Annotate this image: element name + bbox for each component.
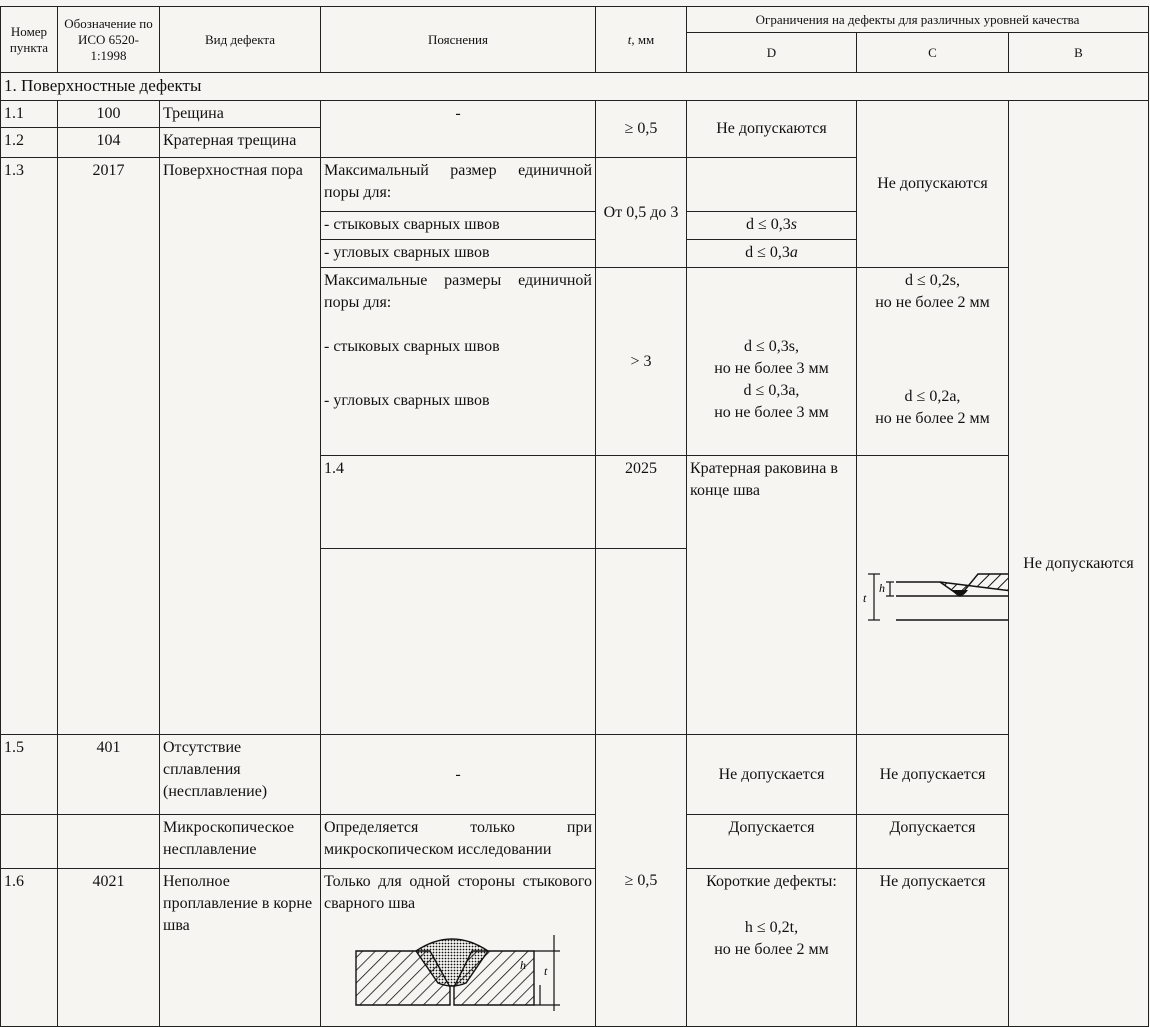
- row-num: 1.6: [1, 869, 58, 1027]
- row-notes: [321, 268, 596, 456]
- d-butt-1: d ≤ 0,3s,: [743, 338, 799, 355]
- header-t-unit: , мм: [631, 31, 655, 47]
- row-type: Отсутствие сплавления (несплавление): [160, 735, 321, 815]
- row-iso: 2017: [58, 158, 160, 735]
- row-notes-dash: -: [321, 735, 596, 815]
- row-iso: 2025: [596, 456, 687, 549]
- notes-fillet: - угловых сварных швов: [324, 392, 490, 409]
- table-row: [1, 869, 1149, 1027]
- row-iso: 104: [58, 128, 160, 158]
- defects-table: [0, 6, 1149, 1027]
- row-iso-empty: [596, 549, 687, 735]
- row-num: 1.3: [1, 158, 58, 735]
- row-level-c: Не допускается: [857, 735, 1009, 815]
- row-level-c: Допускается: [857, 815, 1009, 869]
- row-num-empty: [321, 549, 596, 735]
- row-t: От 0,5 до 3: [596, 158, 687, 268]
- row-notes-dash: -: [321, 101, 596, 158]
- row-t: ≥ 0,5: [596, 101, 687, 158]
- header-t: [596, 7, 687, 73]
- row-num: 1.2: [1, 128, 58, 158]
- section-row: [1, 73, 1149, 101]
- d-var: s: [790, 216, 797, 233]
- notes-text: Только для одной стороны стыкового сварного шва: [324, 873, 592, 912]
- d-fillet-2: но не более 3 мм: [714, 404, 829, 421]
- row-type: Трещина: [160, 101, 321, 128]
- d-line-2: h ≤ 0,2t,: [744, 919, 799, 936]
- row-t: ≥ 0,5: [596, 735, 687, 1027]
- row-level-c: Не допускается: [857, 869, 1009, 1027]
- notes-butt: - стыковых сварных швов: [324, 338, 500, 355]
- d-var: a: [789, 244, 798, 261]
- header-row: [1, 7, 1149, 33]
- section-title: 1. Поверхностные дефекты: [1, 73, 1149, 101]
- row-level-d: [687, 212, 857, 240]
- row-level-c: [857, 268, 1009, 456]
- d-line-1: Короткие дефекты:: [706, 873, 837, 890]
- header-num: Номер пункта: [1, 7, 58, 73]
- crater-cavity-drawing: [860, 556, 1009, 634]
- row-level-d: Допускается: [687, 815, 857, 869]
- d-butt-2: но не более 3 мм: [714, 360, 829, 377]
- label-t: t: [544, 964, 548, 978]
- c-butt-1: d ≤ 0,2s,: [904, 272, 960, 289]
- row-level-d: Не допускаются: [687, 101, 857, 158]
- row-notes: - угловых сварных швов: [321, 240, 596, 268]
- table-row: [1, 101, 1149, 128]
- table-row: [1, 735, 1149, 815]
- row-level-d: [687, 240, 857, 268]
- row-level-d: Не допускается: [687, 735, 857, 815]
- row-num-empty: [1, 815, 58, 869]
- header-level-c: C: [857, 33, 1009, 73]
- row-notes: Максимальный размер единичной поры для:: [321, 158, 596, 212]
- row-type: Микроскопическое несплавление: [160, 815, 321, 869]
- row-level-d: [687, 268, 857, 456]
- row-notes: Определяется только при микроскопическом исследовании: [321, 815, 596, 869]
- d-value: d ≤ 0,3: [745, 216, 791, 233]
- row-t: > 3: [596, 268, 687, 456]
- c-fillet-2: но не более 2 мм: [875, 410, 990, 427]
- row-notes-drawing: [857, 456, 1009, 735]
- notes-text: Максимальные размеры единичной поры для:: [324, 272, 592, 311]
- row-iso: 401: [58, 735, 160, 815]
- row-num: 1.4: [321, 456, 596, 549]
- d-value: d ≤ 0,3: [745, 244, 790, 261]
- incomplete-penetration-drawing: [348, 927, 568, 1011]
- c-fillet-1: d ≤ 0,2a,: [904, 388, 961, 405]
- row-notes: [321, 869, 596, 1027]
- header-iso: Обозначение по ИСО 6520-1:1998: [58, 7, 160, 73]
- header-level-d: D: [687, 33, 857, 73]
- c-butt-2: но не более 2 мм: [875, 294, 990, 311]
- label-h: h: [520, 958, 526, 972]
- row-iso: 100: [58, 101, 160, 128]
- row-iso: 4021: [58, 869, 160, 1027]
- header-limits: Ограничения на дефекты для различных уровней качества: [687, 7, 1149, 33]
- label-t: t: [863, 591, 867, 605]
- row-num: 1.5: [1, 735, 58, 815]
- label-h: h: [879, 581, 885, 595]
- row-notes: - стыковых сварных швов: [321, 212, 596, 240]
- row-level-d: [687, 869, 857, 1027]
- row-iso-empty: [58, 815, 160, 869]
- level-b-all: Не допускаются: [1009, 101, 1149, 1027]
- row-level-d-empty: [687, 158, 857, 212]
- header-level-b: B: [1009, 33, 1149, 73]
- row-level-c: Не допускаются: [857, 101, 1009, 268]
- d-line-3: но не более 2 мм: [714, 941, 829, 958]
- header-notes: Пояснения: [321, 7, 596, 73]
- row-num: 1.1: [1, 101, 58, 128]
- header-type: Вид дефекта: [160, 7, 321, 73]
- row-type: Кратерная трещина: [160, 128, 321, 158]
- row-type: Кратерная раковина в конце шва: [687, 456, 857, 735]
- header-t-var: t: [627, 31, 632, 47]
- table-row: [1, 815, 1149, 869]
- d-fillet-1: d ≤ 0,3a,: [743, 382, 800, 399]
- row-type: Поверхностная пора: [160, 158, 321, 735]
- row-type: Неполное проплавление в корне шва: [160, 869, 321, 1027]
